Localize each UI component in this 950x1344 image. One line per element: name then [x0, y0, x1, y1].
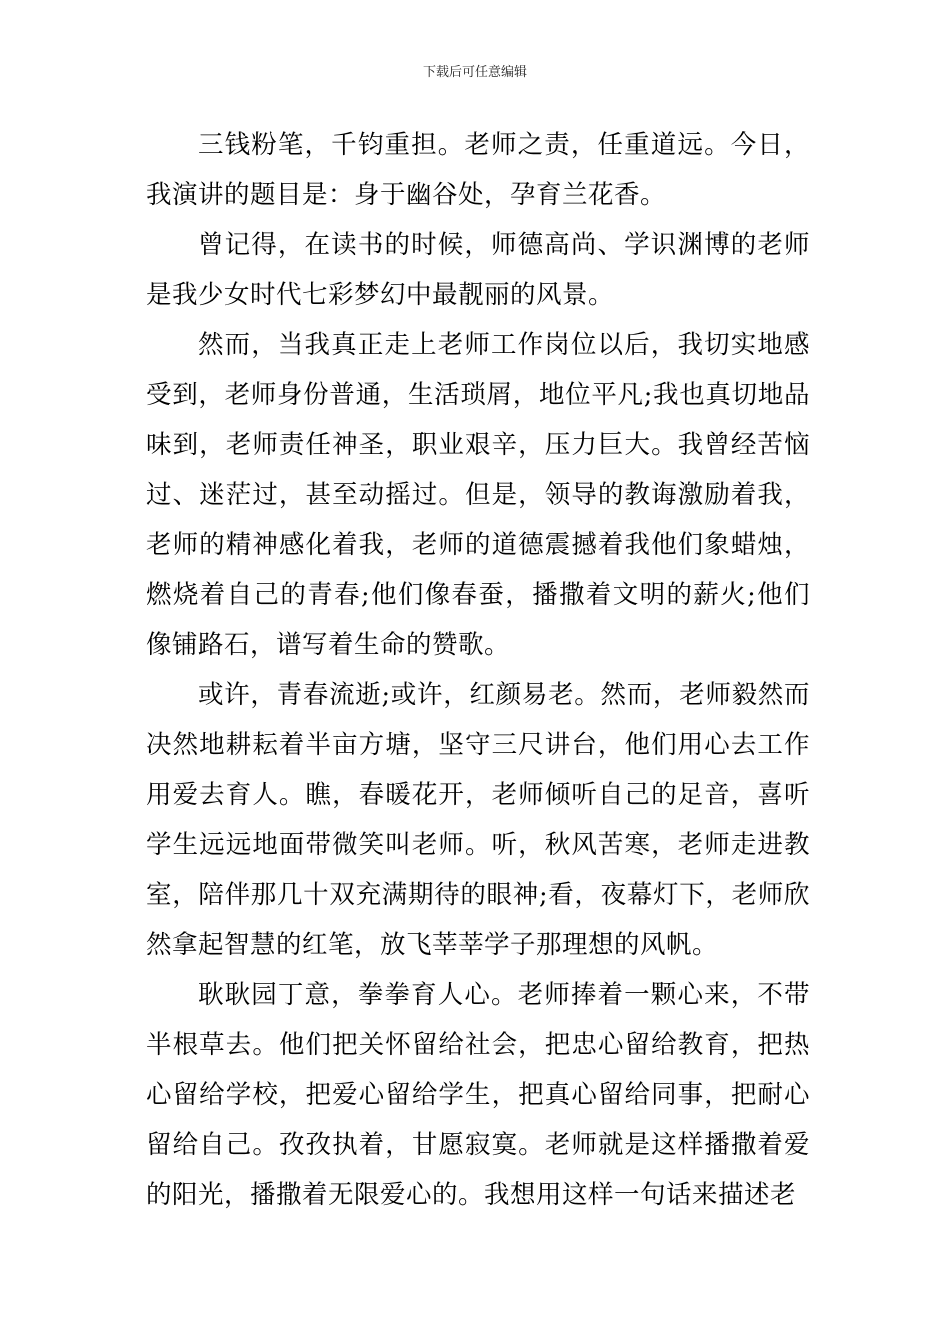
- header-note: 下载后可任意编辑: [422, 65, 527, 80]
- paragraph-1: 三钱粉笔，千钧重担。老师之责，任重道远。今日，我演讲的题目是：身于幽谷处，孕育兰花香。: [146, 130, 810, 210]
- paragraph-5: 耿耿园丁意，拳拳育人心。老师捧着一颗心来，不带半根草去。他们把关怀留给社会，把忠心留给教育，把热心留给学校，把爱心留给学生，把真心留给同事，把耐心留给自己。孜孜执着，甘愿寂寞。老师就是这样播撒着爱的阳光，播撒着无限爱心的。我想用这样一句话来描述老: [146, 980, 810, 1210]
- body-text: [146, 120, 810, 1220]
- paragraph-3: 然而，当我真正走上老师工作岗位以后，我切实地感受到，老师身份普通，生活琐屑，地位平凡;我也真切地品味到，老师责任神圣，职业艰辛，压力巨大。我曾经苦恼过、迷茫过，甚至动摇过。但是，领导的教诲激励着我，老师的精神感化着我，老师的道德震撼着我他们象蜡烛，燃烧着自己的青春;他们像春蚕，播撒着文明的薪火;他们像铺路石，谱写着生命的赞歌。: [146, 330, 810, 660]
- paragraph-2: 曾记得，在读书的时候，师德高尚、学识渊博的老师是我少女时代七彩梦幻中最靓丽的风景。: [146, 230, 810, 310]
- paragraph-4: 或许，青春流逝;或许，红颜易老。然而，老师毅然而决然地耕耘着半亩方塘，坚守三尺讲台，他们用心去工作用爱去育人。瞧，春暖花开，老师倾听自己的足音，喜听学生远远地面带微笑叫老师。听，秋风苦寒，老师走进教室，陪伴那几十双充满期待的眼神;看，夜幕灯下，老师欣然拿起智慧的红笔，放飞莘莘学子那理想的风帆。: [146, 680, 810, 960]
